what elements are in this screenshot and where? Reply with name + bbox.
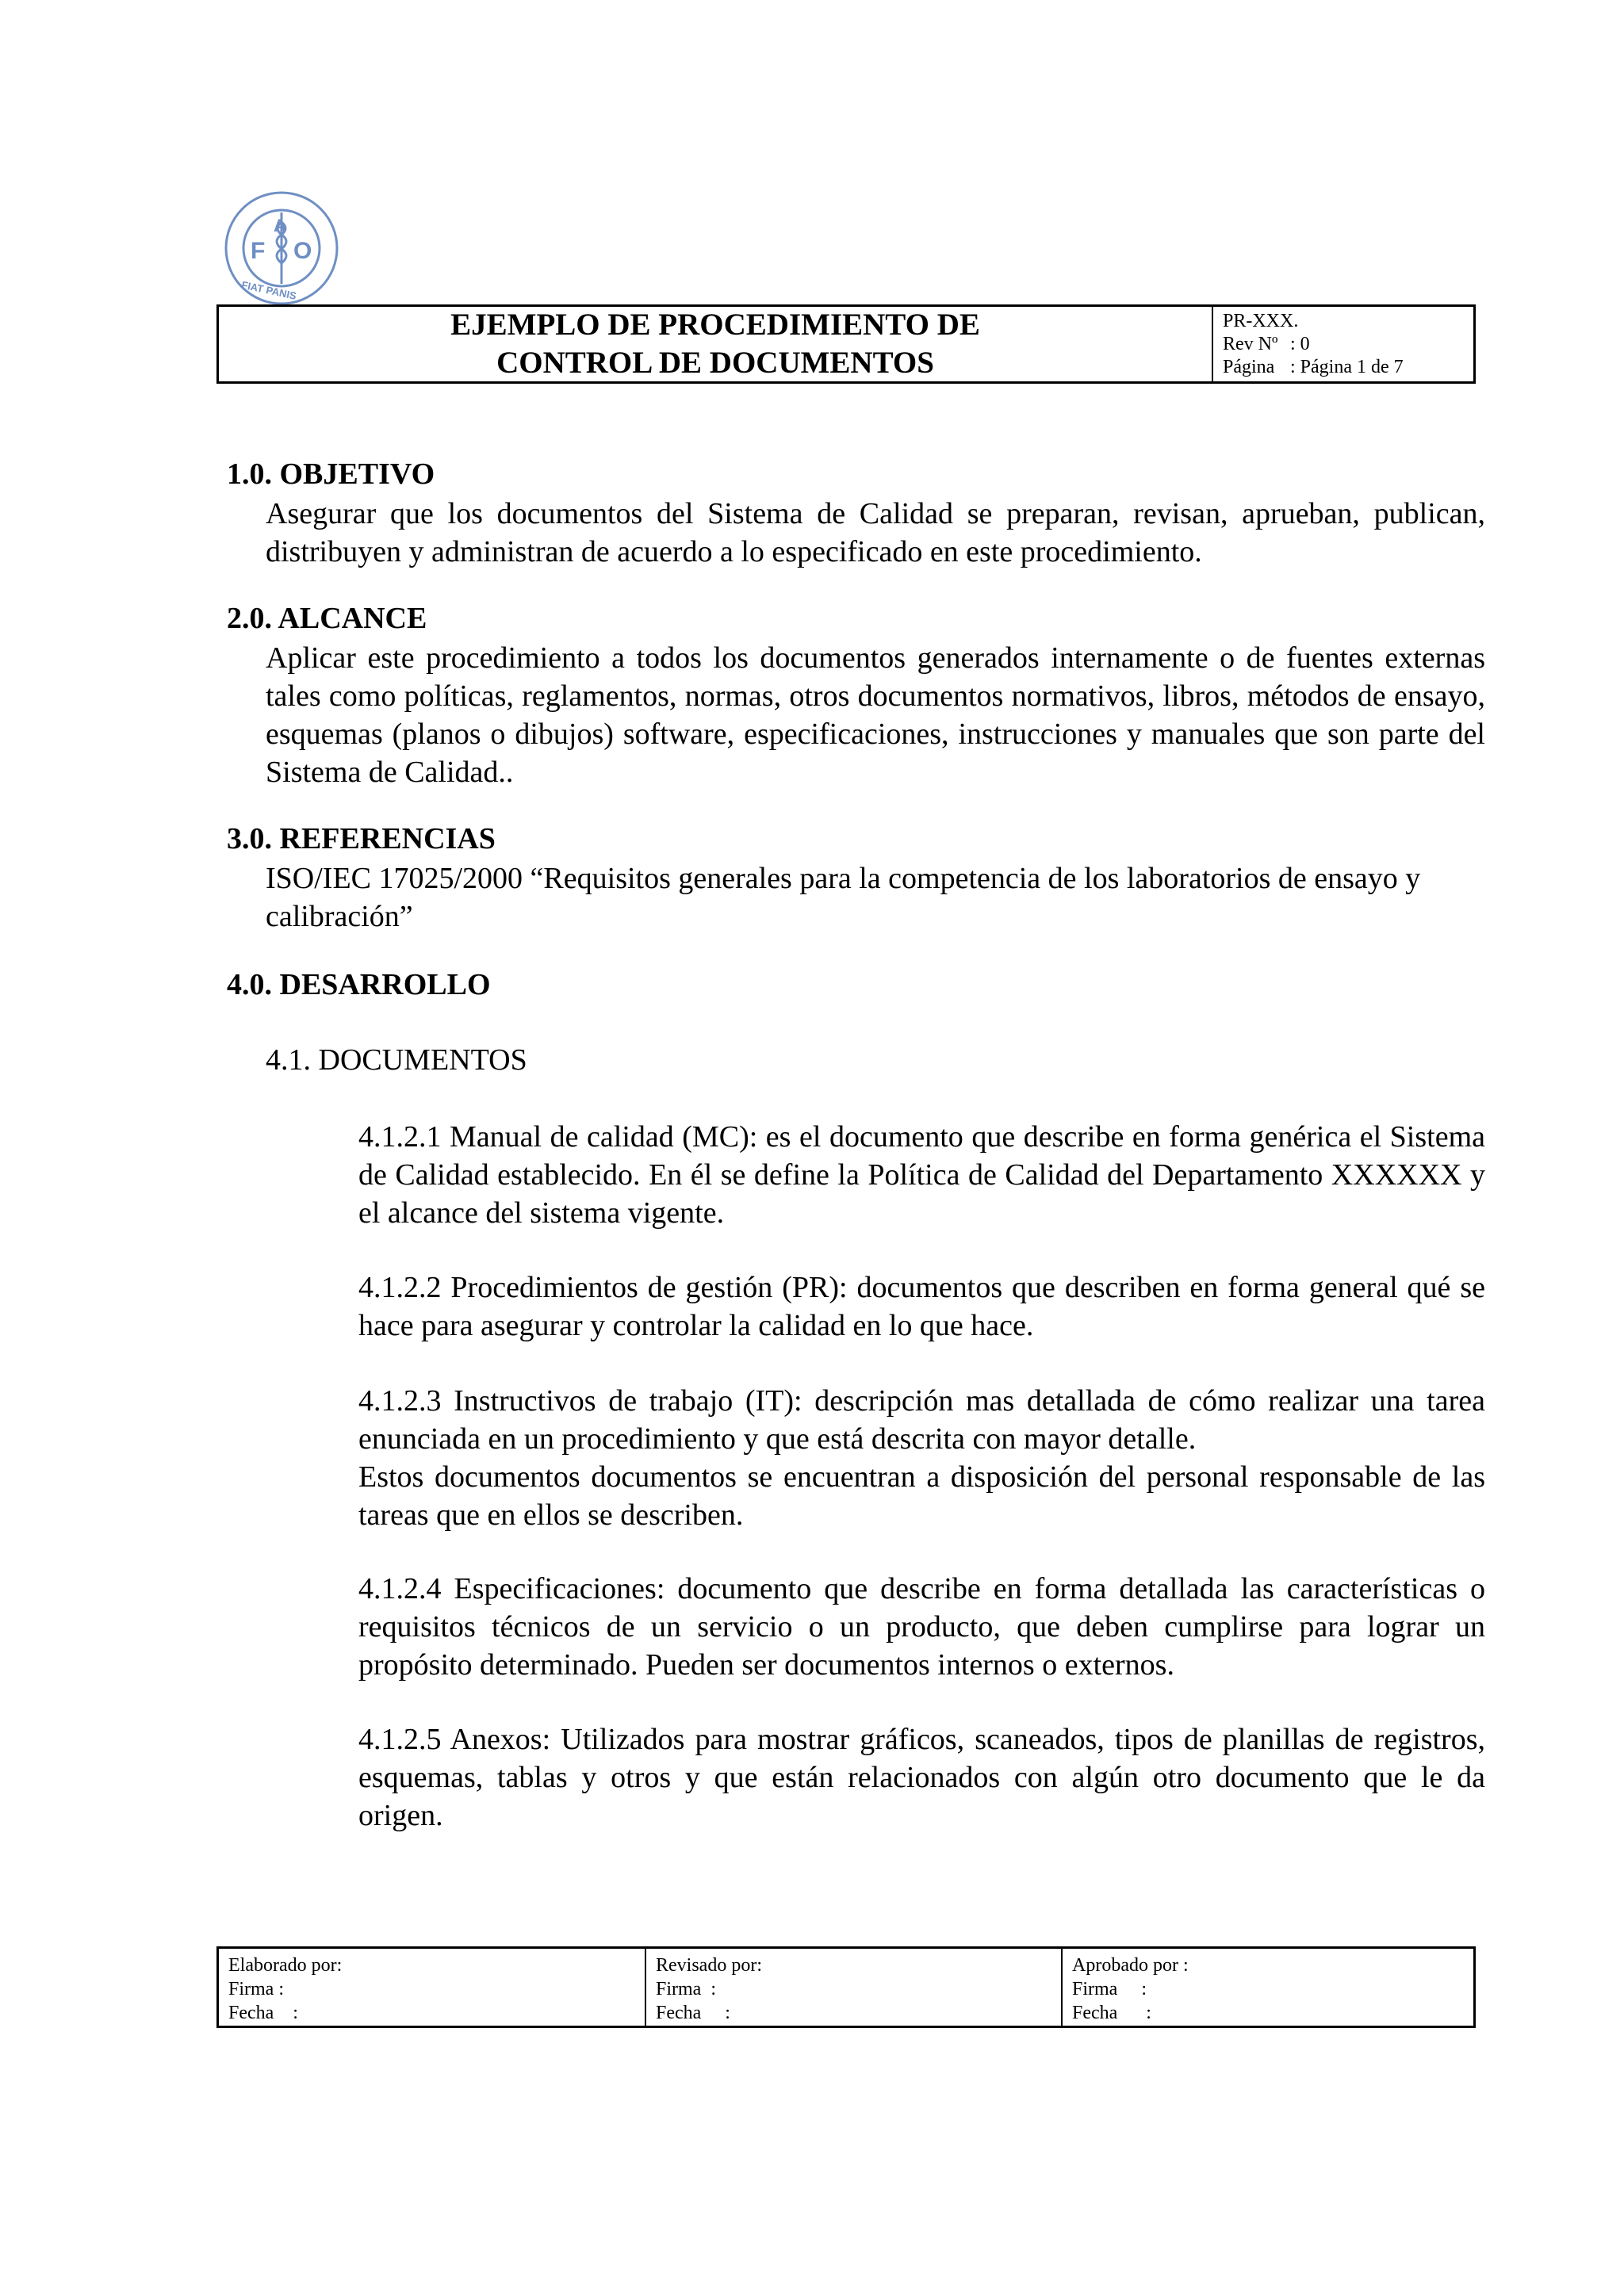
- revision-label: Rev Nº: [1223, 334, 1278, 354]
- logo-letter-a: A: [274, 216, 286, 235]
- page-value: : Página 1 de 7: [1290, 357, 1404, 377]
- revisado-label: Revisado por:: [656, 1955, 762, 1976]
- section-desarrollo-title: 4.0. DESARROLLO: [227, 968, 491, 1001]
- signature-table: [216, 1946, 1476, 2028]
- section-referencias-title: 3.0. REFERENCIAS: [227, 822, 496, 855]
- elaborado-fecha: Fecha :: [228, 2003, 298, 2023]
- signature-cell-revisado: [645, 1949, 1061, 2026]
- section-objetivo-title: 1.0. OBJETIVO: [227, 457, 435, 491]
- list-item-especificaciones: 4.1.2.4 Especificaciones: documento que describe en forma detallada las características o requisitos técnicos de un servicio o un producto, que deben cumplirse para lograr un propósito determinado. Pueden ser documentos internos o externos.: [358, 1572, 1485, 1682]
- aprobado-fecha: Fecha :: [1072, 2003, 1151, 2023]
- signature-cell-aprobado: [1061, 1949, 1473, 2026]
- revisado-fecha: Fecha :: [656, 2003, 730, 2023]
- document-code: PR-XXX.: [1223, 311, 1299, 331]
- logo-letter-o: O: [293, 238, 312, 264]
- aprobado-label: Aprobado por :: [1072, 1955, 1189, 1976]
- section-alcance-text: Aplicar este procedimiento a todos los documentos generados internamente o de fuentes externas tales como políticas, reglamentos, normas, otros documentos normativos, libros, métodos de ensayo, esquemas (planos o dibujos) software, especificaciones, instrucciones y manuales que son parte del Sistema de Calidad..: [266, 641, 1485, 789]
- revision-row: [1223, 333, 1473, 356]
- list-item-instructivos: 4.1.2.3 Instructivos de trabajo (IT): descripción mas detallada de cómo realizar una tarea enunciada en un procedimiento y que está descrita con mayor detalle. Estos documentos documentos se encuentran a disposición del personal responsable de las tareas que en ellos se describen.: [358, 1384, 1485, 1532]
- list-item-manual-calidad: 4.1.2.1 Manual de calidad (MC): es el documento que describe en forma genérica el Sistema de Calidad establecido. En él se define la Política de Calidad del Departamento XXXXXX y el alcance del sistema vigente.: [358, 1120, 1485, 1230]
- list-item-anexos: 4.1.2.5 Anexos: Utilizados para mostrar gráficos, scaneados, tipos de planillas de registros, esquemas, tablas y otros y que están relacionados con algún otro documento que le da origen.: [358, 1723, 1485, 1832]
- section-alcance-title: 2.0. ALCANCE: [227, 602, 427, 635]
- logo-letter-f: F: [251, 238, 266, 264]
- aprobado-firma: Firma :: [1072, 1979, 1147, 1999]
- subsection-documentos-title: 4.1. DOCUMENTOS: [266, 1043, 527, 1077]
- page-label: Página: [1223, 357, 1275, 377]
- elaborado-firma: Firma :: [228, 1979, 284, 1999]
- document-meta: [1213, 307, 1473, 381]
- document-title: [219, 307, 1213, 381]
- fao-logo: [224, 190, 339, 306]
- page-row: [1223, 356, 1473, 379]
- title-line-1: EJEMPLO DE PROCEDIMIENTO DE: [450, 308, 980, 342]
- revision-value: : 0: [1290, 334, 1310, 354]
- logo-motto: FIAT PANIS: [240, 278, 298, 302]
- section-referencias-text: ISO/IEC 17025/2000 “Requisitos generales para la competencia de los laboratorios de ensayo y calibración”: [266, 862, 1421, 933]
- elaborado-label: Elaborado por:: [228, 1955, 343, 1976]
- list-item-procedimientos: 4.1.2.2 Procedimientos de gestión (PR): documentos que describen en forma general qué se hace para asegurar y controlar la calidad en lo que hace.: [358, 1271, 1485, 1342]
- section-objetivo-text: Asegurar que los documentos del Sistema de Calidad se preparan, revisan, aprueban, publican, distribuyen y administran de acuerdo a lo especificado en este procedimiento.: [266, 497, 1485, 568]
- signature-cell-elaborado: [219, 1949, 645, 2026]
- title-line-2: CONTROL DE DOCUMENTOS: [496, 346, 934, 380]
- document-header: [216, 304, 1476, 384]
- revisado-firma: Firma :: [656, 1979, 716, 1999]
